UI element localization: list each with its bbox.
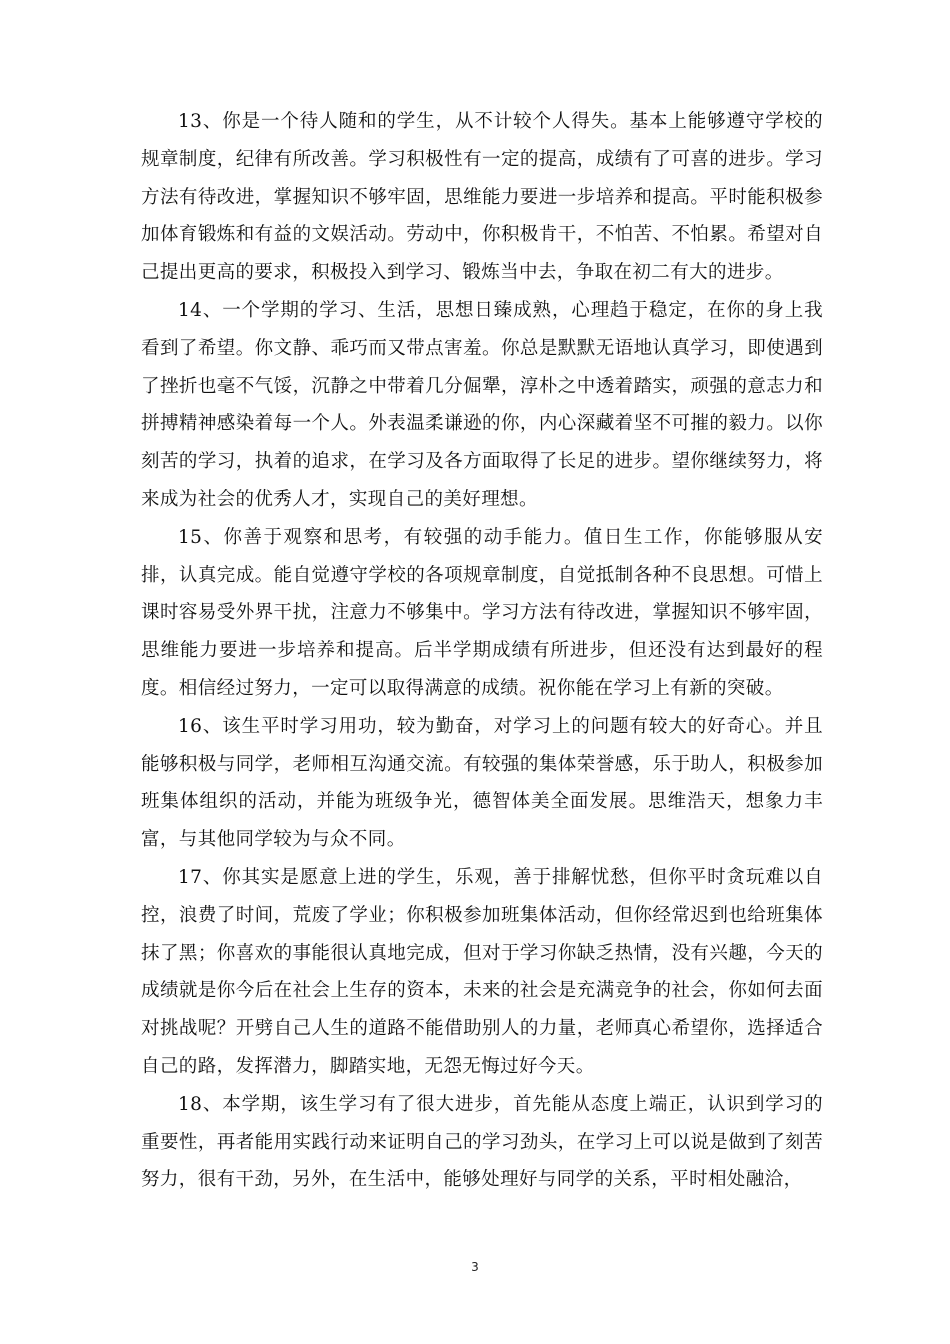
document-body (141, 103, 823, 1199)
paragraph-16: 16、该生平时学习用功，较为勤奋，对学习上的问题有较大的好奇心。并且能够积极与同学，老师相互沟通交流。有较强的集体荣誉感，乐于助人，积极参加班集体组织的活动，并能为班级争光，德智体美全面发展。思维浩天，想象力丰富，与其他同学较为与众不同。 (141, 715, 823, 851)
paragraph-17: 17、你其实是愿意上进的学生，乐观，善于排解忧愁，但你平时贪玩难以自控，浪费了时间，荒废了学业；你积极参加班集体活动，但你经常迟到也给班集体抹了黑；你喜欢的事能很认真地完成，但对于学习你缺乏热情，没有兴趣，今天的成绩就是你今后在社会上生存的资本，未来的社会是充满竞争的社会，你如何去面对挑战呢？开劈自己人生的道路不能借助别人的力量，老师真心希望你，选择适合自己的路，发挥潜力，脚踏实地，无怨无悔过好今天。 (141, 866, 823, 1077)
paragraph-14: 14、一个学期的学习、生活，思想日臻成熟，心理趋于稳定，在你的身上我看到了希望。你文静、乖巧而又带点害羞。你总是默默无语地认真学习，即使遇到了挫折也毫不气馁，沉静之中带着几分倔犟，淳朴之中透着踏实，顽强的意志力和拼搏精神感染着每一个人。外表温柔谦逊的你，内心深藏着坚不可摧的毅力。以你刻苦的学习，执着的追求，在学习及各方面取得了长足的进步。望你继续努力，将来成为社会的优秀人才，实现自己的美好理想。 (141, 299, 823, 510)
paragraph-13: 13、你是一个待人随和的学生，从不计较个人得失。基本上能够遵守学校的规章制度，纪律有所改善。学习积极性有一定的提高，成绩有了可喜的进步。学习方法有待改进，掌握知识不够牢固，思维能力要进一步培养和提高。平时能积极参加体育锻炼和有益的文娱活动。劳动中，你积极肯干，不怕苦、不怕累。希望对自己提出更高的要求，积极投入到学习、锻炼当中去，争取在初二有大的进步。 (141, 111, 823, 284)
page-number: 3 (471, 1260, 479, 1274)
paragraph-18: 18、本学期，该生学习有了很大进步，首先能从态度上端正，认识到学习的重要性，再者能用实践行动来证明自己的学习劲头，在学习上可以说是做到了刻苦努力，很有干劲，另外，在生活中，能够处理好与同学的关系，平时相处融洽， (141, 1093, 823, 1191)
paragraph-15: 15、你善于观察和思考，有较强的动手能力。值日生工作，你能够服从安排，认真完成。能自觉遵守学校的各项规章制度，自觉抵制各种不良思想。可惜上课时容易受外界干扰，注意力不够集中。学习方法有待改进，掌握知识不够牢固，思维能力要进一步培养和提高。后半学期成绩有所进步，但还没有达到最好的程度。相信经过努力，一定可以取得满意的成绩。祝你能在学习上有新的突破。 (141, 526, 823, 699)
